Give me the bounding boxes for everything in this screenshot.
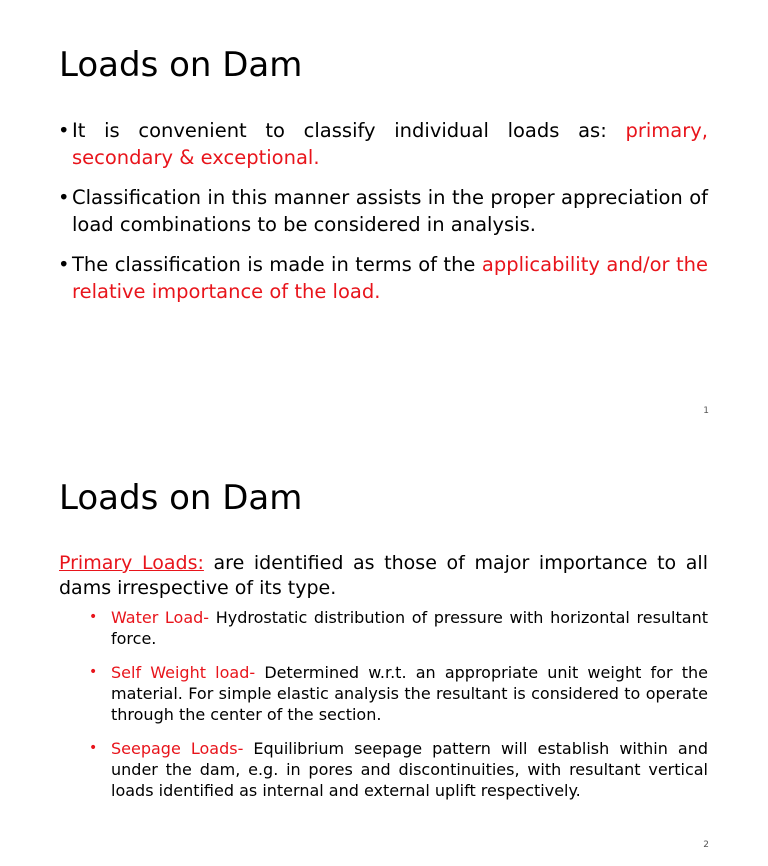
- load-label: Water Load-: [111, 608, 210, 627]
- load-label: Seepage Loads-: [111, 739, 244, 758]
- bullet-icon: •: [89, 664, 98, 680]
- bullet-list: [58, 118, 708, 319]
- bullet-icon: •: [58, 253, 70, 276]
- bullet-text: The classification is made in terms of the: [72, 253, 482, 276]
- load-item: [89, 662, 708, 725]
- bullet-icon: •: [58, 186, 70, 209]
- bullet-item: [58, 252, 708, 305]
- bullet-text: Classification in this manner assists in the proper appreciation of load combinations to be considered in analysis.: [72, 186, 708, 236]
- bullet-item: [58, 185, 708, 238]
- slide-title: Loads on Dam: [59, 478, 303, 518]
- primary-loads-intro: [59, 551, 708, 600]
- primary-loads-label: Primary Loads:: [59, 552, 204, 574]
- bullet-highlight: primary, secondary & exceptional.: [72, 119, 708, 169]
- load-item: [89, 607, 708, 649]
- bullet-text: It is convenient to classify individual loads as:: [72, 119, 626, 142]
- load-text: Determined w.r.t. an appropriate unit weight for the material. For simple elastic analysis the resultant is considered to operate through the center of the section.: [111, 663, 708, 724]
- slide-2: [0, 432, 768, 866]
- load-text: Hydrostatic distribution of pressure with horizontal resultant force.: [111, 608, 708, 648]
- bullet-icon: •: [89, 740, 98, 756]
- load-item: [89, 738, 708, 801]
- bullet-icon: •: [89, 609, 98, 625]
- page-number: 1: [703, 406, 709, 416]
- page-number: 2: [703, 840, 709, 850]
- bullet-highlight: applicability and/or the relative importance of the load.: [72, 253, 708, 303]
- bullet-icon: •: [58, 119, 70, 142]
- slide-1: [0, 0, 768, 432]
- load-label: Self Weight load-: [111, 663, 256, 682]
- slide-title: Loads on Dam: [59, 45, 303, 85]
- bullet-item: [58, 118, 708, 171]
- load-text: Equilibrium seepage pattern will establish within and under the dam, e.g. in pores and discontinuities, with resultant vertical loads identified as internal and external uplift respectively.: [111, 739, 708, 800]
- primary-loads-text: are identified as those of major importance to all dams irrespective of its type.: [59, 552, 708, 599]
- load-list: [89, 607, 708, 814]
